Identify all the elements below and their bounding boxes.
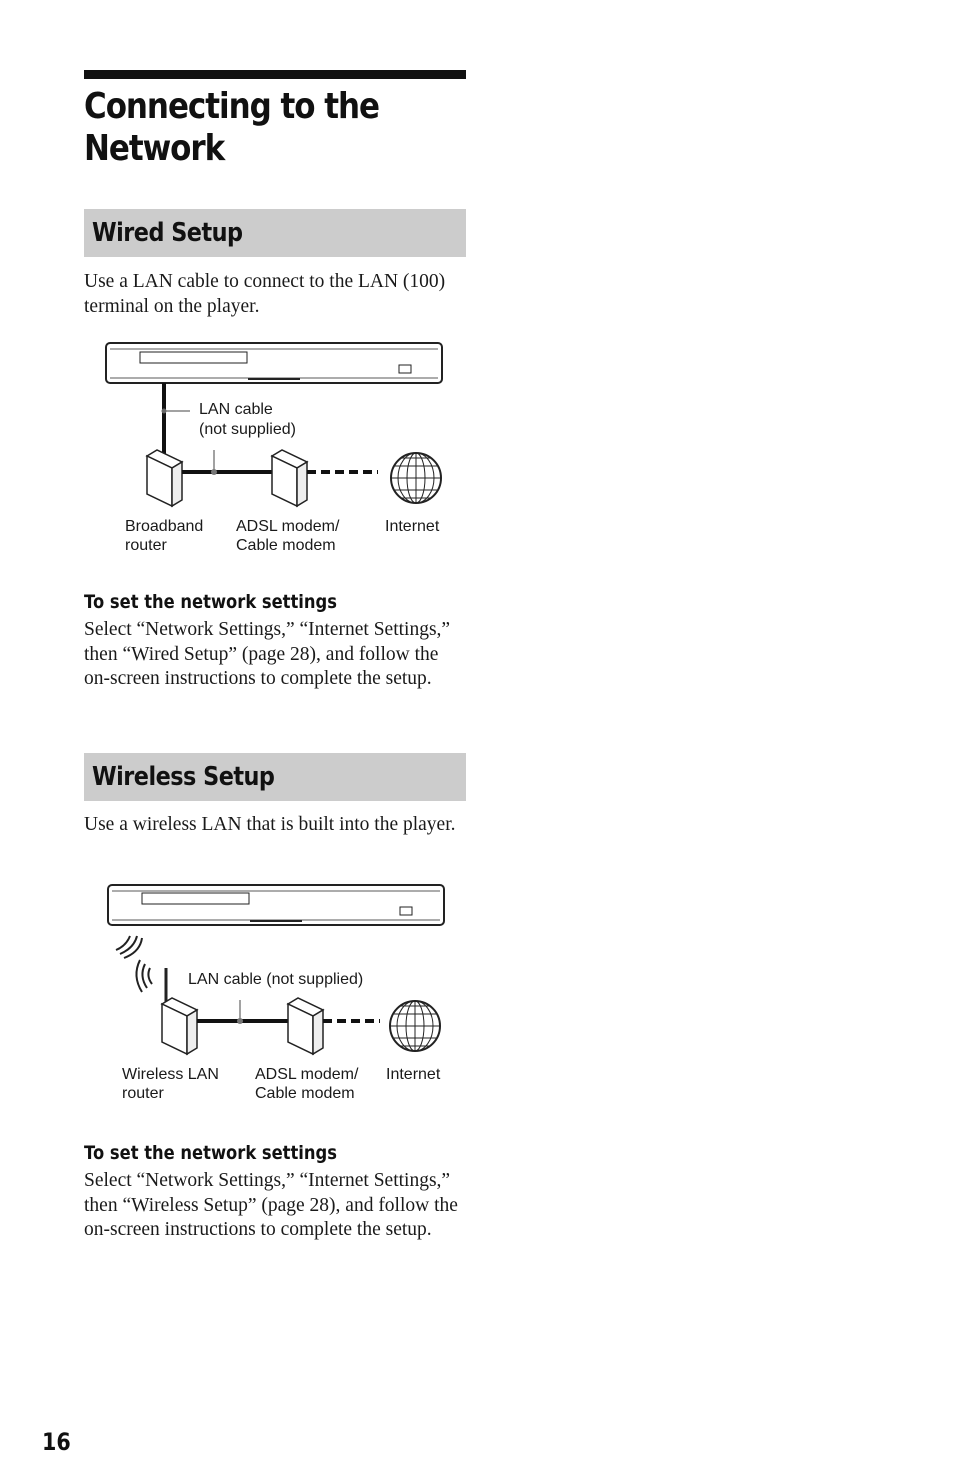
- wireless-settings-heading: To set the network settings: [84, 1142, 337, 1164]
- router-wireless-signal-icon: [136, 960, 152, 992]
- wired-settings-text: Select “Network Settings,” “Internet Settings,” then “Wired Setup” (page 28), and follow the on-screen instructions to complete the setup.: [84, 619, 451, 689]
- wired-settings-heading: To set the network settings: [84, 591, 337, 613]
- internet-globe-icon: [391, 453, 441, 503]
- wired-setup-intro: Use a LAN cable to connect to the LAN (100) terminal on the player.: [84, 271, 446, 317]
- wireless-settings-text: Select “Network Settings,” “Internet Settings,” then “Wireless Setup” (page 28), and follow the on-screen instructions to complete the setup.: [84, 1170, 458, 1240]
- wireless-lan-router-label-2: router: [122, 1085, 164, 1102]
- wireless-signal-icon: [116, 936, 142, 958]
- lan-cable-label: LAN cable: [199, 401, 273, 418]
- page-number: 16: [42, 1428, 71, 1456]
- blu-ray-player-illustration: [106, 343, 442, 383]
- wireless-setup-intro: Use a wireless LAN that is built into the player.: [84, 814, 456, 835]
- wired-setup-heading: Wired Setup: [92, 218, 243, 248]
- title-rule: [84, 70, 466, 79]
- wired-setup-section-header: [84, 209, 466, 257]
- wired-connection-diagram: [100, 338, 460, 560]
- internet-globe-icon: [390, 1001, 440, 1051]
- lan-cable-label: LAN cable (not supplied): [188, 971, 364, 988]
- lan-cable-note: (not supplied): [199, 421, 296, 438]
- internet-label: Internet: [385, 518, 440, 535]
- adsl-modem-label: ADSL modem/: [255, 1066, 359, 1083]
- broadband-router-label-2: router: [125, 537, 167, 554]
- adsl-modem-label: ADSL modem/: [236, 518, 340, 535]
- adsl-modem-illustration: [272, 450, 307, 506]
- wireless-connection-diagram: [100, 880, 460, 1108]
- cable-modem-label: Cable modem: [255, 1085, 355, 1102]
- wireless-setup-heading: Wireless Setup: [92, 762, 275, 792]
- adsl-modem-illustration: [288, 998, 323, 1054]
- page-title: Connecting to the Network: [84, 86, 379, 169]
- wireless-setup-section-header: [84, 753, 466, 801]
- internet-label: Internet: [386, 1066, 441, 1083]
- blu-ray-player-illustration: [108, 885, 444, 925]
- wireless-lan-router-illustration: [162, 998, 197, 1054]
- broadband-router-illustration: [147, 450, 182, 506]
- broadband-router-label: Broadband: [125, 518, 204, 535]
- cable-modem-label: Cable modem: [236, 537, 336, 554]
- wireless-lan-router-label: Wireless LAN: [122, 1066, 219, 1083]
